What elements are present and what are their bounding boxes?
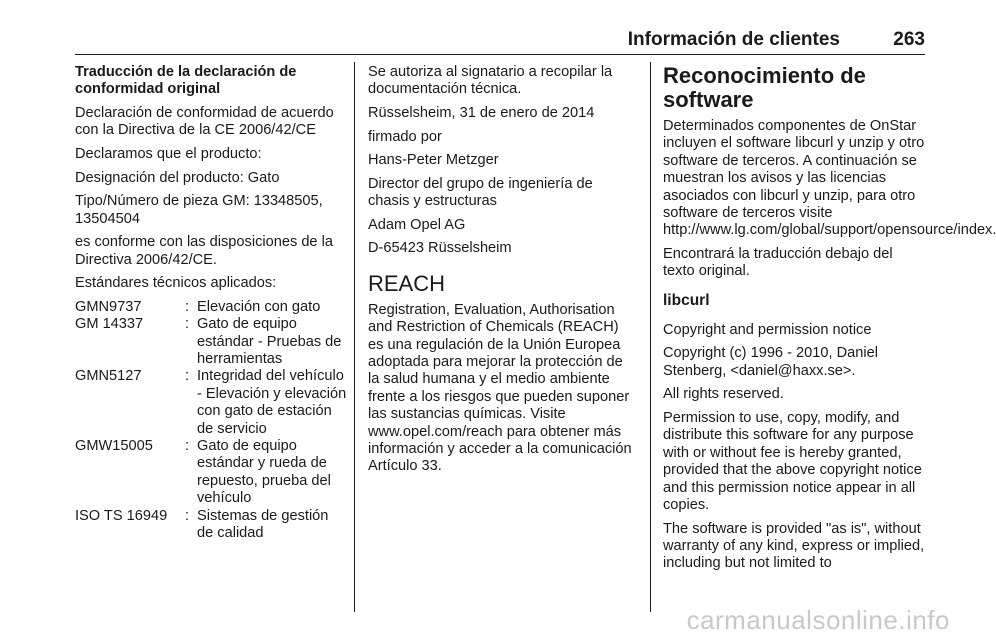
section-title: Información de clientes — [627, 29, 840, 50]
standard-separator: : — [185, 368, 190, 385]
paragraph: Hans-Peter Metzger — [368, 152, 499, 169]
standard-code: ISO TS 16949 — [75, 507, 168, 524]
standard-separator: : — [185, 438, 190, 455]
paragraph: Encontrará la traducción debajo del texto original. — [663, 246, 893, 280]
paragraph: Designación del producto: Gato — [75, 169, 280, 186]
standard-description: Gato de equipo estándar - Pruebas de herramientas — [197, 316, 342, 367]
paragraph: Declaramos que el producto: — [75, 146, 262, 162]
paragraph: Copyright (c) 1996 - 2010, Daniel Stenberg, <daniel@haxx.se>. — [663, 345, 878, 379]
table-row — [75, 508, 347, 543]
standard-code: GMW15005 — [75, 438, 153, 455]
column-divider-left — [354, 62, 355, 612]
column-divider-right — [650, 62, 651, 612]
reach-paragraph: Registration, Evaluation, Authorisation and Restriction of Chemicals (REACH) es una regulación de la Unión Europea adoptada para mejorar la protección de la salud humana y el medio ambiente frente a los riesgos que pueden suponer las sustancias químicas. Visite www.opel.com/reach para obtener más información y acceder a la comunicación Artículo 33. — [368, 301, 632, 475]
page-number: 263 — [893, 29, 925, 50]
standard-code: GMN9737 — [75, 298, 142, 315]
standards-table — [75, 299, 347, 543]
standard-description: Sistemas de gestión de calidad — [197, 507, 329, 542]
paragraph: Copyright and permission notice — [663, 321, 872, 338]
paragraph: Estándares técnicos aplicados: — [75, 275, 277, 292]
standard-description: Elevación con gato — [197, 298, 321, 315]
standard-description: Integridad del vehículo - Elevación y elevación con gato de estación de servicio — [197, 368, 347, 437]
standard-separator: : — [185, 298, 190, 315]
paragraph: Rüsselsheim, 31 de enero de 2014 — [368, 105, 595, 121]
paragraph: D-65423 Rüsselsheim — [368, 240, 512, 257]
paragraph: Permission to use, copy, modify, and distribute this software for any purpose with or without fee is hereby granted, provided that the above copyright notice and this permission notice appear in all copies. — [663, 410, 922, 514]
libcurl-heading: libcurl — [663, 291, 710, 309]
paragraph: Se autoriza al signatario a recopilar la documentación técnica. — [368, 64, 613, 98]
standard-code: GM 14337 — [75, 316, 144, 333]
standard-separator: : — [185, 316, 190, 333]
page-header — [75, 28, 925, 55]
paragraph: firmado por — [368, 128, 442, 145]
paragraph: All rights reserved. — [663, 386, 784, 403]
standard-separator: : — [185, 507, 190, 524]
paragraph: Tipo/Número de pieza GM: 13348505, 13504504 — [75, 193, 323, 227]
paragraph: Adam Opel AG — [368, 216, 466, 233]
watermark: carmanualsonline.info — [686, 605, 950, 635]
table-row — [75, 368, 347, 438]
paragraph: Determinados componentes de OnStar incluyen el software libcurl y unzip y otro software de terceros. A continuación se muestran los avisos y las licencias asociados con libcurl y unzip, para otro software de terceros visite http://www.lg.com/global/support/opensource/index. — [663, 118, 996, 239]
reach-heading: REACH — [368, 270, 446, 296]
paragraph: Director del grupo de ingeniería de chasis y estructuras — [368, 175, 593, 210]
standard-description: Gato de equipo estándar y rueda de repuesto, prueba del vehículo — [197, 438, 331, 507]
table-row — [75, 316, 347, 368]
declaration-heading: Traducción de la declaración de conformidad original — [75, 64, 297, 98]
standard-code: GMN5127 — [75, 368, 142, 385]
table-row — [75, 438, 347, 508]
left-column — [75, 64, 347, 542]
paragraph: es conforme con las disposiciones de la Directiva 2006/42/CE. — [75, 234, 333, 268]
software-heading: Reconocimiento de software — [663, 63, 866, 112]
paragraph: The software is provided "as is", without warranty of any kind, express or implied, including but not limited to — [663, 520, 925, 572]
table-row — [75, 299, 347, 316]
paragraph: Declaración de conformidad de acuerdo con la Directiva de la CE 2006/42/CE — [75, 105, 334, 139]
right-column — [663, 63, 996, 579]
middle-column — [368, 64, 636, 482]
